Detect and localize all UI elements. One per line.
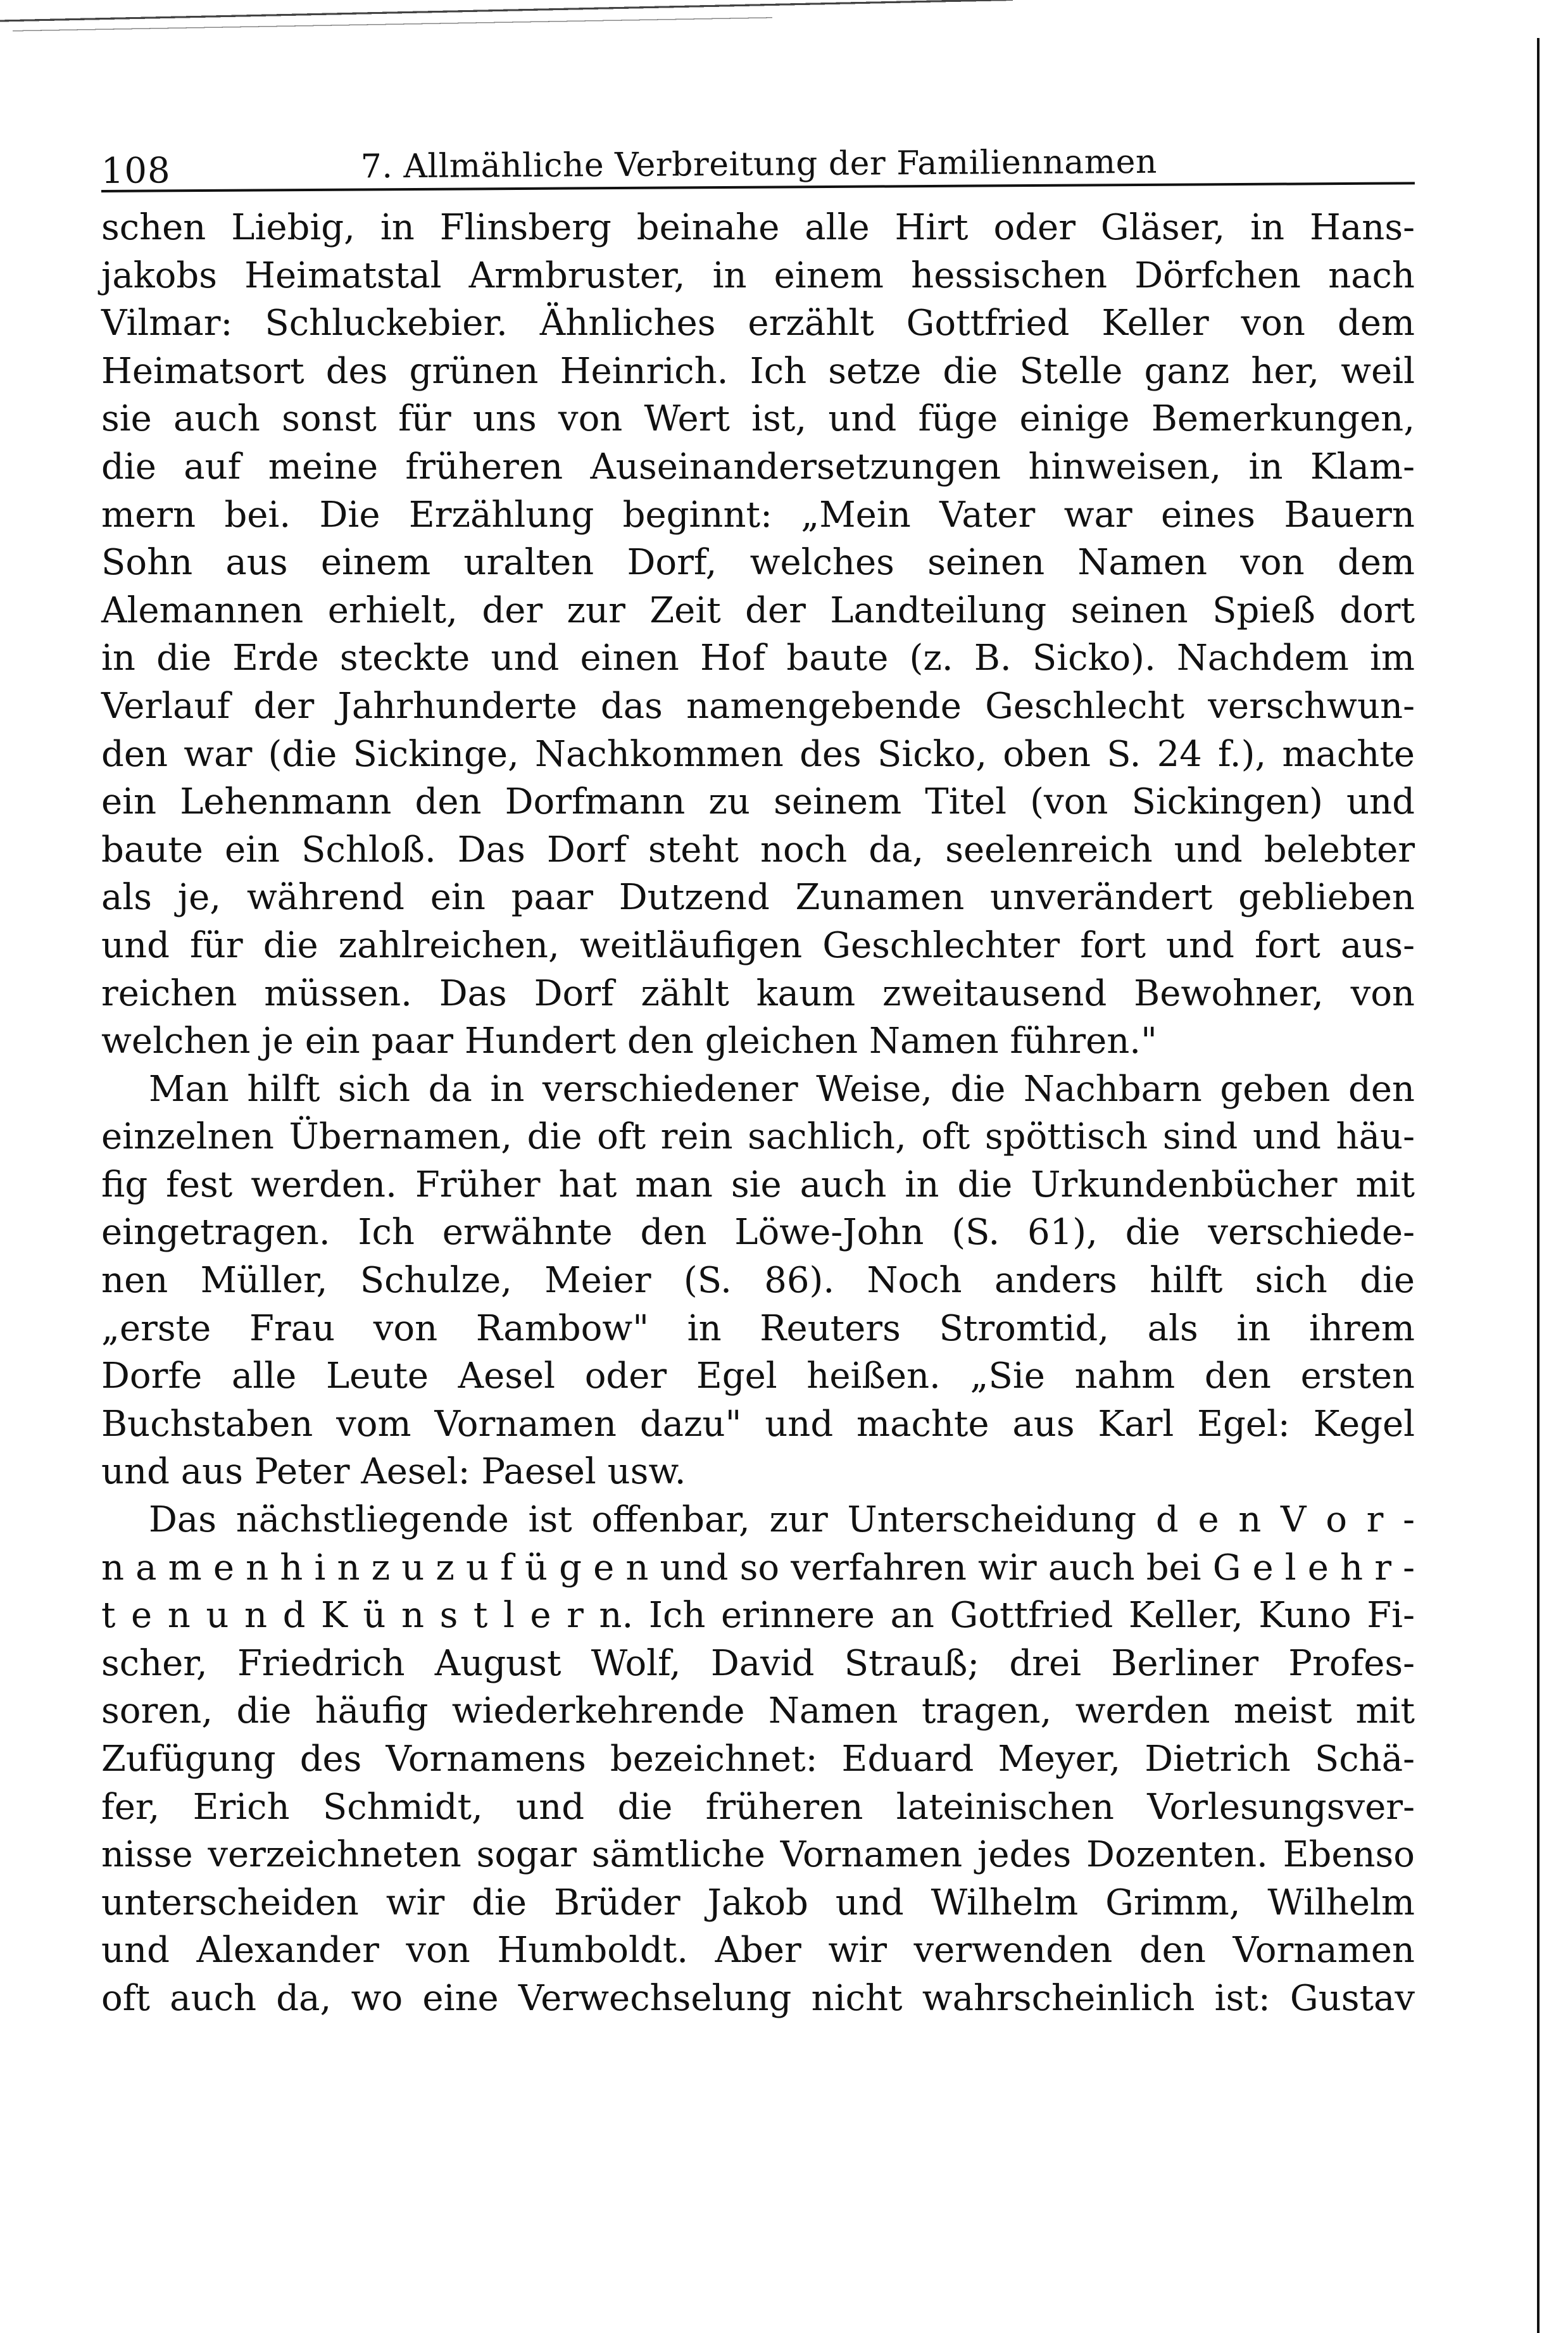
text-line: fig fest werden. Früher hat man sie auch in die Urkundenbücher mit (101, 1164, 1415, 1205)
text-line: sie auch sonst für uns von Wert ist, und füge einige Bemerkungen, (101, 398, 1415, 440)
text-line: schen Liebig, in Flinsberg beinahe alle Hirt oder Gläser, in Hans- (101, 207, 1415, 248)
text-line: fer, Erich Schmidt, und die früheren lateinischen Vorlesungsver- (101, 1786, 1415, 1828)
chapter-title: 7. Allmähliche Verbreitung der Familiennamen (360, 142, 1158, 186)
text-line: unterscheiden wir die Brüder Jakob und Wilhelm Grimm, Wilhelm (101, 1882, 1415, 1923)
text-line: scher, Friedrich August Wolf, David Strauß; drei Berliner Profes- (101, 1642, 1415, 1684)
text-line: in die Erde steckte und einen Hof baute (z. B. Sicko). Nachdem im (101, 638, 1415, 679)
text-line: t e n u n d K ü n s t l e r n. Ich erinnere an Gottfried Keller, Kuno Fi- (101, 1595, 1415, 1637)
text-line: ein Lehenmann den Dorfmann zu seinem Titel (von Sickingen) und (101, 781, 1415, 823)
text-line: als je, während ein paar Dutzend Zunamen unverändert geblieben (101, 877, 1415, 919)
text-line: Vilmar: Schluckebier. Ähnliches erzählt Gottfried Keller von dem (101, 303, 1415, 344)
text-line: oft auch da, wo eine Verwechselung nicht wahrscheinlich ist: Gustav (101, 1977, 1415, 2019)
text-line: jakobs Heimatstal Armbruster, in einem hessischen Dörfchen nach (101, 255, 1415, 296)
body-text (101, 204, 1415, 2023)
page-number: 108 (101, 150, 171, 192)
text-line: mern bei. Die Erzählung beginnt: „Mein Vater war eines Bauern (101, 494, 1415, 536)
text-line: baute ein Schloß. Das Dorf steht noch da, seelenreich und belebter (101, 829, 1415, 871)
page-edge-border (1537, 38, 1540, 2333)
text-line: Sohn aus einem uralten Dorf, welches seinen Namen von dem (101, 542, 1415, 584)
text-line: den war (die Sickinge, Nachkommen des Sicko, oben S. 24 f.), machte (101, 733, 1415, 775)
text-line: die auf meine früheren Auseinandersetzungen hinweisen, in Klam- (101, 446, 1415, 487)
text-line: reichen müssen. Das Dorf zählt kaum zweitausend Bewohner, von (101, 972, 1415, 1014)
text-line: n a m e n h i n z u z u f ü g e n und so verfahren wir auch bei G e l e h r - (101, 1547, 1415, 1588)
text-line: nen Müller, Schulze, Meier (S. 86). Noch anders hilft sich die (101, 1260, 1415, 1302)
text-line: Dorfe alle Leute Aesel oder Egel heißen. „Sie nahm den ersten (101, 1355, 1415, 1397)
scan-artifact (13, 13, 772, 32)
text-line: Das nächstliegende ist offenbar, zur Unterscheidung d e n V o r - (149, 1499, 1415, 1541)
text-line: und für die zahlreichen, weitläufigen Geschlechter fort und fort aus- (101, 924, 1415, 966)
text-line: „erste Frau von Rambow" in Reuters Stromtid, als in ihrem (101, 1307, 1415, 1349)
text-line: Buchstaben vom Vornamen dazu" und machte aus Karl Egel: Kegel (101, 1403, 1415, 1445)
text-line: und aus Peter Aesel: Paesel usw. (101, 1451, 686, 1493)
text-line: welchen je ein paar Hundert den gleichen Namen führen." (101, 1021, 1157, 1062)
text-line: nisse verzeichneten sogar sämtliche Vornamen jedes Dozenten. Ebenso (101, 1834, 1415, 1876)
text-line: Verlauf der Jahrhunderte das namengebende Geschlecht verschwun- (101, 685, 1415, 727)
text-line: Man hilft sich da in verschiedener Weise, die Nachbarn geben den (149, 1068, 1415, 1110)
text-line: soren, die häufig wiederkehrende Namen tragen, werden meist mit (101, 1690, 1415, 1732)
text-line: und Alexander von Humboldt. Aber wir verwenden den Vornamen (101, 1930, 1415, 1971)
text-line: Zufügung des Vornamens bezeichnet: Eduard Meyer, Dietrich Schä- (101, 1739, 1415, 1780)
text-line: Heimatsort des grünen Heinrich. Ich setze die Stelle ganz her, weil (101, 350, 1415, 392)
running-header (101, 137, 1415, 192)
text-line: einzelnen Übernamen, die oft rein sachlich, oft spöttisch sind und häu- (101, 1116, 1415, 1158)
text-line: Alemannen erhielt, der zur Zeit der Landteilung seinen Spieß dort (101, 589, 1415, 631)
text-line: eingetragen. Ich erwähnte den Löwe-John (S. 61), die verschiede- (101, 1212, 1415, 1254)
